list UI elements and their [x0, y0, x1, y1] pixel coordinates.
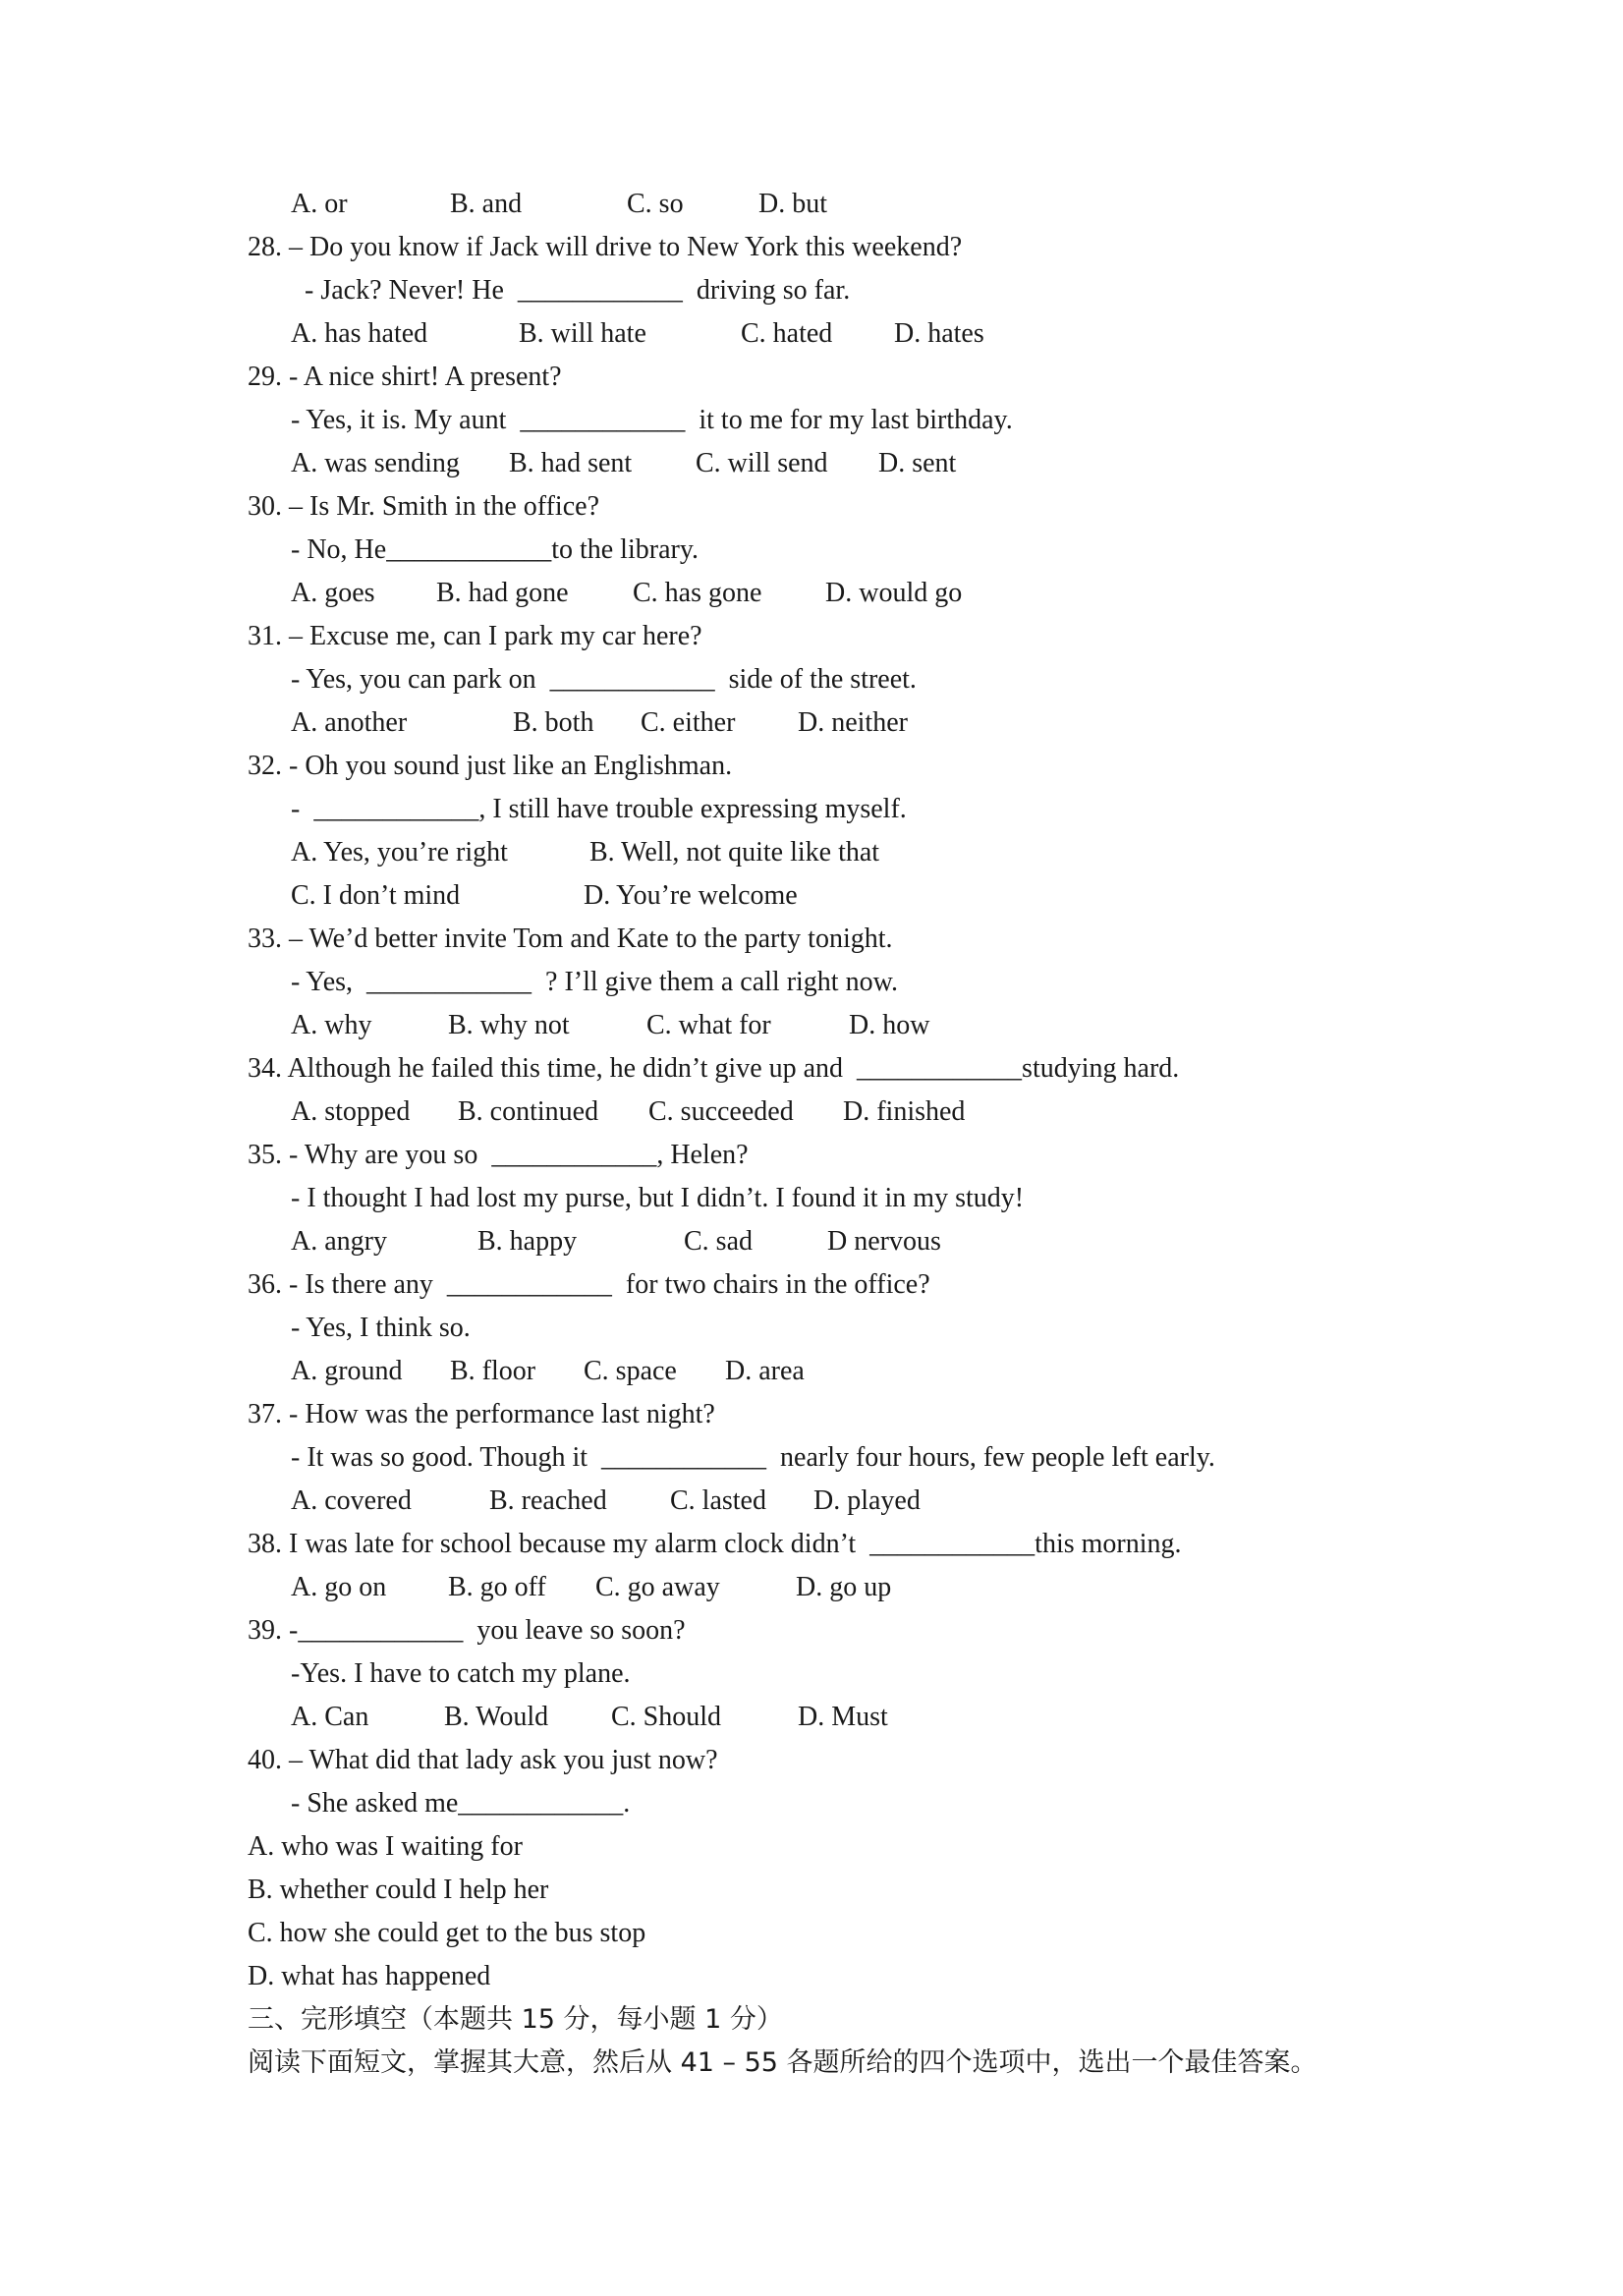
question-text: 28. – Do you know if Jack will drive to New York this weekend? [248, 232, 963, 262]
answer-option: D. You’re welcome [584, 880, 798, 911]
answer-option: B. continued [458, 1096, 599, 1127]
answer-option: A. covered [291, 1485, 412, 1516]
answer-option: C. what for [646, 1010, 771, 1040]
answer-option: A. stopped [291, 1096, 411, 1127]
answer-option: D. neither [798, 707, 908, 738]
answer-option: C. lasted [670, 1485, 766, 1516]
answer-option: B. go off [448, 1572, 546, 1602]
answer-option: B. will hate [519, 318, 646, 349]
question-text: - Yes, ____________ ? I’ll give them a call right now. [291, 967, 898, 997]
question-text: 32. - Oh you sound just like an Englishman. [248, 751, 733, 781]
answer-option: C. hated [741, 318, 833, 349]
answer-option: A. or [291, 189, 348, 219]
answer-option: D nervous [827, 1226, 941, 1257]
answer-option: D. how [849, 1010, 930, 1040]
question-text: - No, He____________to the library. [291, 534, 699, 565]
answer-option: B. and [450, 189, 523, 219]
section-heading-text: 阅读下面短文，掌握其大意，然后从 41 – 55 各题所给的四个选项中，选出一个最佳答案。 [248, 2047, 1317, 2078]
answer-option: C. sad [684, 1226, 753, 1257]
answer-option: C. I don’t mind [291, 880, 461, 911]
answer-option: A. goes [291, 578, 375, 608]
answer-option: B. floor [450, 1356, 536, 1386]
answer-option: D. finished [843, 1096, 966, 1127]
question-text: 34. Although he failed this time, he didn’t give up and ____________studying hard. [248, 1053, 1180, 1084]
answer-option: B. both [513, 707, 594, 738]
answer-option: D. sent [878, 448, 957, 478]
answer-option: B. reached [489, 1485, 607, 1516]
answer-option: B. Would [444, 1702, 549, 1732]
question-text: - Yes, it is. My aunt ____________ it to me for my last birthday. [291, 405, 1013, 435]
answer-option: A. go on [291, 1572, 387, 1602]
question-text: - It was so good. Though it ____________ nearly four hours, few people left early. [291, 1442, 1215, 1473]
answer-option: C. succeeded [648, 1096, 794, 1127]
answer-option: D. but [758, 189, 827, 219]
answer-option: D. would go [825, 578, 963, 608]
answer-option: A. angry [291, 1226, 387, 1257]
question-text: 36. - Is there any ____________ for two chairs in the office? [248, 1269, 930, 1300]
question-text: - ____________, I still have trouble expressing myself. [291, 794, 907, 824]
answer-option: B. why not [448, 1010, 570, 1040]
question-text: 31. – Excuse me, can I park my car here? [248, 621, 702, 651]
question-text: 35. - Why are you so ____________, Helen? [248, 1140, 749, 1170]
question-text: - She asked me____________. [291, 1788, 631, 1819]
answer-option: B. had sent [509, 448, 633, 478]
question-text: 30. – Is Mr. Smith in the office? [248, 491, 599, 522]
question-text: 39. -____________ you leave so soon? [248, 1615, 686, 1646]
answer-option: C. Should [611, 1702, 722, 1732]
question-text: - Yes, I think so. [291, 1313, 471, 1343]
question-text: C. how she could get to the bus stop [248, 1918, 646, 1948]
question-text: 29. - A nice shirt! A present? [248, 362, 562, 392]
answer-option: C. go away [595, 1572, 720, 1602]
answer-option: C. will send [696, 448, 828, 478]
question-text: -Yes. I have to catch my plane. [291, 1658, 631, 1689]
question-text: - Yes, you can park on ____________ side of the street. [291, 664, 917, 695]
answer-option: A. Yes, you’re right [291, 837, 508, 868]
answer-option: B. had gone [436, 578, 569, 608]
answer-option: D. area [725, 1356, 805, 1386]
answer-option: A. was sending [291, 448, 460, 478]
question-text: - Jack? Never! He ____________ driving so far. [305, 275, 851, 306]
question-text: 37. - How was the performance last night? [248, 1399, 715, 1429]
answer-option: A. another [291, 707, 408, 738]
question-text: 40. – What did that lady ask you just now? [248, 1745, 718, 1775]
question-text: A. who was I waiting for [248, 1831, 523, 1862]
answer-option: D. hates [894, 318, 984, 349]
answer-option: B. Well, not quite like that [589, 837, 880, 868]
answer-option: C. either [641, 707, 736, 738]
answer-option: C. has gone [633, 578, 762, 608]
answer-option: C. so [627, 189, 684, 219]
question-text: D. what has happened [248, 1961, 491, 1991]
answer-option: C. space [584, 1356, 677, 1386]
answer-option: D. Must [798, 1702, 888, 1732]
section-heading-text: 三、完形填空（本题共 15 分，每小题 1 分） [248, 2004, 783, 2035]
answer-option: A. has hated [291, 318, 428, 349]
answer-option: D. played [813, 1485, 921, 1516]
question-text: 33. – We’d better invite Tom and Kate to the party tonight. [248, 924, 893, 954]
question-text: B. whether could I help her [248, 1875, 549, 1905]
answer-option: D. go up [796, 1572, 892, 1602]
answer-option: A. why [291, 1010, 372, 1040]
answer-option: A. ground [291, 1356, 403, 1386]
answer-option: B. happy [477, 1226, 578, 1257]
question-text: 38. I was late for school because my alarm clock didn’t ____________this morning. [248, 1529, 1182, 1559]
answer-option: A. Can [291, 1702, 369, 1732]
question-text: - I thought I had lost my purse, but I didn’t. I found it in my study! [291, 1183, 1025, 1213]
